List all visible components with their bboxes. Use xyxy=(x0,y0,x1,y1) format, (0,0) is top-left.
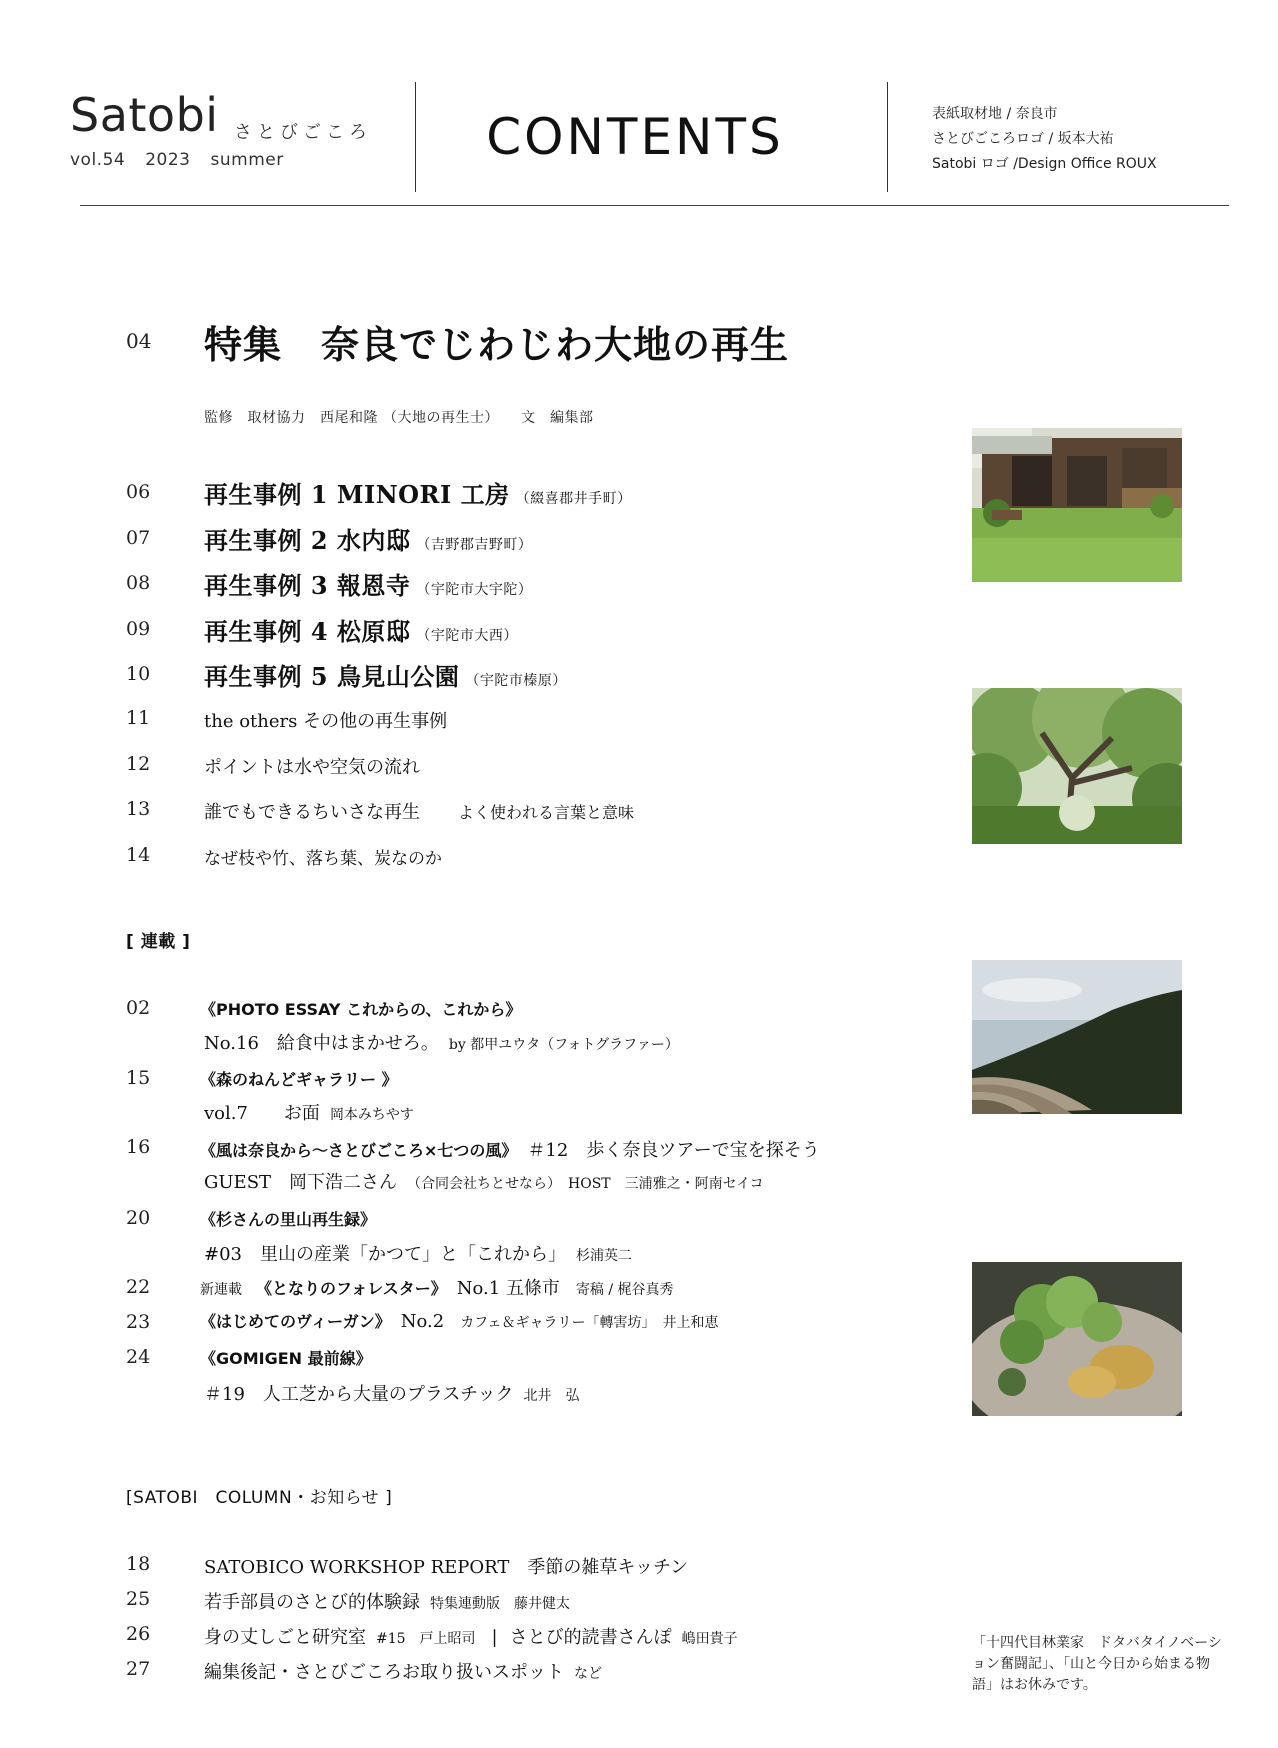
header-rule xyxy=(80,205,1229,206)
toc-entry-location: （宇陀市榛原） xyxy=(465,673,567,689)
column-section-heading: [SATOBI COLUMN・お知らせ ] xyxy=(126,1488,393,1508)
toc-page-number: 14 xyxy=(126,844,151,866)
toc-entry-title: 誰でもできるちいさな再生 xyxy=(204,802,420,823)
serial-title-text: 《となりのフォレスター》 xyxy=(256,1279,447,1298)
serial-title-extra: ＃12 歩く奈良ツアーで宝を探そう xyxy=(527,1140,820,1161)
toc-page-number: 12 xyxy=(126,753,151,775)
toc-entry-title: 再生事例 4 松原邸 xyxy=(204,617,411,646)
toc-entry-location: （綴喜郡井手町） xyxy=(515,491,632,507)
toc-page-number: 06 xyxy=(126,481,151,503)
photo-rice-terrace xyxy=(972,960,1182,1114)
column-workshop-report[interactable] xyxy=(204,1553,688,1579)
magazine-logo-japanese: さとびごころ xyxy=(234,122,372,143)
toc-entry-location: （宇陀市大西） xyxy=(416,628,518,644)
serial-vegan-title[interactable] xyxy=(200,1309,719,1332)
column-extra: など xyxy=(574,1666,602,1682)
serial-title-text: 《風は奈良から〜さとびごころ×七つの風》 xyxy=(200,1141,518,1160)
toc-entry-case-4[interactable] xyxy=(204,612,518,647)
serial-photo-essay-title[interactable]: 《PHOTO ESSAY これからの、これから》 xyxy=(200,1000,522,1019)
serial-detail-author: 杉浦英二 xyxy=(576,1248,632,1264)
column-title: SATOBICO WORKSHOP REPORT 季節の雑草キッチン xyxy=(204,1557,689,1578)
column-title: 若手部員のさとび的体験録 xyxy=(204,1592,420,1613)
serial-wind-from-nara-detail xyxy=(204,1168,764,1194)
toc-page-number: 26 xyxy=(126,1623,151,1645)
feature-title: 特集 奈良でじわじわ大地の再生 xyxy=(204,322,790,367)
feature-page-number: 04 xyxy=(126,329,152,353)
toc-page-number: 20 xyxy=(126,1207,151,1229)
toc-page-number: 18 xyxy=(126,1553,151,1575)
toc-entry-title: 再生事例 2 水内邸 xyxy=(204,526,411,555)
serial-wind-from-nara-title[interactable] xyxy=(200,1136,820,1162)
toc-page-number: 22 xyxy=(126,1276,151,1298)
column-young-member[interactable] xyxy=(204,1588,570,1614)
toc-page-number: 11 xyxy=(126,707,151,729)
serial-detail-text: #03 里山の産業「かつて」と「これから」 xyxy=(204,1244,566,1265)
serial-section-heading: [ 連載 ] xyxy=(126,932,191,952)
toc-entry-title: the others その他の再生事例 xyxy=(204,711,448,732)
new-serial-badge: 新連載 xyxy=(200,1282,242,1298)
cover-credit: 表紙取材地 / 奈良市 xyxy=(932,106,1058,122)
serial-detail-text: vol.7 お面 xyxy=(204,1103,320,1124)
serial-detail-author: 岡本みちやす xyxy=(329,1107,414,1123)
serial-photo-essay-detail xyxy=(204,1029,679,1055)
serial-clay-gallery-title[interactable]: 《森のねんどギャラリー 》 xyxy=(200,1070,398,1089)
serial-gomigen-title[interactable]: 《GOMIGEN 最前線》 xyxy=(200,1349,372,1368)
serial-gomigen-detail xyxy=(204,1380,579,1406)
satobi-logo-credit: Satobi ロゴ /Design Office ROUX xyxy=(932,156,1157,172)
toc-page-number: 09 xyxy=(126,618,151,640)
toc-entry-points[interactable] xyxy=(204,753,420,779)
column-title: さとび的読書さんぽ xyxy=(509,1627,672,1648)
issue-info xyxy=(70,150,304,170)
column-author: 嶋田貴子 xyxy=(681,1631,738,1647)
serial-detail-text: No.16 給食中はまかせろ。 xyxy=(204,1033,439,1054)
toc-page-number: 13 xyxy=(126,798,151,820)
serial-detail-author: by 都甲ユウタ（フォトグラファー） xyxy=(448,1037,679,1053)
toc-page-number: 16 xyxy=(126,1136,151,1158)
serial-detail-author: 北井 弘 xyxy=(523,1388,580,1404)
toc-entry-others[interactable] xyxy=(204,707,447,733)
toc-page-number: 27 xyxy=(126,1658,151,1680)
column-author: 特集連動版 藤井健太 xyxy=(430,1596,570,1612)
column-title: 編集後記・さとびごころお取り扱いスポット xyxy=(204,1662,564,1683)
toc-entry-case-2[interactable] xyxy=(204,521,532,556)
serial-author: カフェ＆ギャラリー「轉害坊」 井上和恵 xyxy=(460,1315,719,1331)
serial-title-extra: No.1 五條市 xyxy=(456,1278,560,1299)
toc-page-number: 15 xyxy=(126,1067,151,1089)
page-title: CONTENTS xyxy=(486,108,784,166)
toc-page-number: 24 xyxy=(126,1346,151,1368)
serial-author: 寄稿 / 梶谷真秀 xyxy=(575,1282,674,1298)
column-work-lab[interactable] xyxy=(204,1623,738,1649)
toc-entry-title: なぜ枝や竹、落ち葉、炭なのか xyxy=(204,849,442,869)
toc-entry-location: （吉野郡吉野町） xyxy=(416,537,533,553)
serial-clay-gallery-detail xyxy=(204,1099,414,1125)
column-editors-note[interactable] xyxy=(204,1658,602,1684)
serial-satoyama-title[interactable]: 《杉さんの里山再生録》 xyxy=(200,1210,377,1229)
toc-entry-why-branches[interactable] xyxy=(204,844,442,869)
toc-page-number: 02 xyxy=(126,997,151,1019)
toc-page-number: 10 xyxy=(126,663,151,685)
magazine-logo: Satobi xyxy=(70,88,219,142)
photo-tree-forest xyxy=(972,688,1182,844)
toc-entry-small-regeneration[interactable] xyxy=(204,798,634,824)
header-divider-right xyxy=(887,82,888,192)
toc-entry-title: ポイントは水や空気の流れ xyxy=(204,757,420,778)
photo-house-garden xyxy=(972,428,1182,582)
toc-page-number: 08 xyxy=(126,572,151,594)
serial-detail-text: ＃19 人工芝から大量のプラスチック xyxy=(204,1384,514,1405)
column-separator: | xyxy=(491,1627,498,1648)
serial-title-extra: No.2 xyxy=(400,1311,445,1332)
toc-page-number: 25 xyxy=(126,1588,151,1610)
serial-satoyama-detail xyxy=(204,1240,632,1266)
toc-entry-location: （宇陀市大宇陀） xyxy=(416,582,533,598)
photo-wild-greens-dish xyxy=(972,1262,1182,1416)
header-divider-left xyxy=(415,82,416,192)
column-author: #15 戸上昭司 xyxy=(376,1631,476,1647)
toc-entry-title: 再生事例 1 MINORI 工房 xyxy=(204,480,510,509)
column-title: 身の丈しごと研究室 xyxy=(204,1627,366,1648)
serial-title-text: 《はじめてのヴィーガン》 xyxy=(200,1312,391,1331)
issue-year: 2023 xyxy=(145,150,191,170)
toc-entry-case-5[interactable] xyxy=(204,657,567,692)
toc-page-number: 07 xyxy=(126,527,151,549)
notice-on-hiatus: 「十四代目林業家 ドタバタイノベーション奮闘記」、「山と今日から始まる物語」はお休みです。 xyxy=(972,1635,1222,1693)
issue-season: summer xyxy=(210,150,284,170)
toc-page-number: 23 xyxy=(126,1311,151,1333)
serial-detail-text: GUEST 岡下浩二さん xyxy=(204,1172,398,1193)
serial-forester-title[interactable] xyxy=(200,1274,674,1300)
serial-detail-author: （合同会社ちとせなら） HOST 三浦雅之・阿南セイコ xyxy=(407,1176,764,1192)
issue-volume: vol.54 xyxy=(70,150,126,170)
toc-entry-title: 再生事例 3 報恩寺 xyxy=(204,571,411,600)
logo-credit: さとびごころロゴ / 坂本大祐 xyxy=(932,131,1114,147)
feature-credits: 監修 取材協力 西尾和隆 （大地の再生士） 文 編集部 xyxy=(204,410,594,426)
toc-entry-case-3[interactable] xyxy=(204,566,532,601)
toc-entry-extra: よく使われる言葉と意味 xyxy=(458,803,635,822)
toc-entry-title: 再生事例 5 鳥見山公園 xyxy=(204,662,460,691)
toc-entry-case-1[interactable] xyxy=(204,475,632,510)
